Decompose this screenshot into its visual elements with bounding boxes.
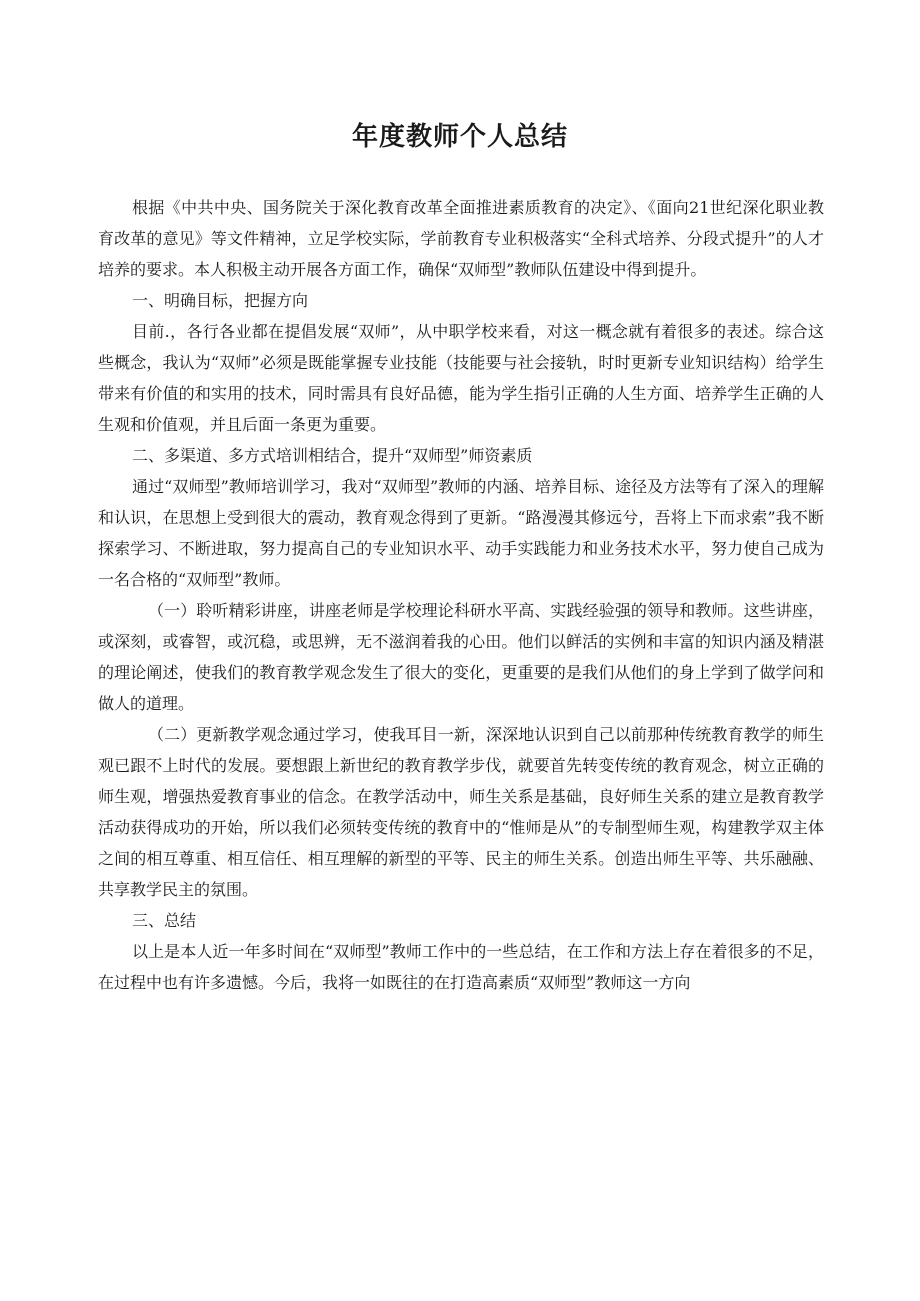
section-heading-2: 二、多渠道、多方式培训相结合，提升“双师型”师资素质 [132,446,533,465]
section-1-paragraph: 目前.，各行各业都在提倡发展“双师”，从中职学校来看，对这一概念就有着很多的表述。综合这些概念，我认为“双师”必须是既能掌握专业技能（技能要与社会接轨，时时更新专业知识结构）给学生带来有价值的和实用的技术，同时需具有良好品德，能为学生指引正确的人生方面、培养学生正确的人生观和价值观，并且后面一条更为重要。 [98,322,824,434]
document-body [98,192,824,998]
section-2-paragraph: 通过“双师型”教师培训学习，我对“双师型”教师的内涵、培养目标、途径及方法等有了深入的理解和认识，在思想上受到很大的震动，教育观念得到了更新。“路漫漫其修远兮，吾将上下而求索”我不断探索学习、不断进取，努力提高自己的专业知识水平、动手实践能力和业务技术水平，努力使自己成为一名合格的“双师型”教师。 [98,477,824,589]
document-title: 年度教师个人总结 [351,122,568,153]
subsection-2-paragraph: （二）更新教学观念通过学习，使我耳目一新，深深地认识到自己以前那种传统教育教学的师生观已跟不上时代的发展。要想跟上新世纪的教育教学步伐，就要首先转变传统的教育观念，树立正确的师生观，增强热爱教育事业的信念。在教学活动中，师生关系是基础，良好师生关系的建立是教育教学活动获得成功的开始，所以我们必须转变传统的教育中的“惟师是从”的专制型师生观，构建教学双主体之间的相互尊重、相互信任、相互理解的新型的平等、民主的师生关系。创造出师生平等、共乐融融、共享教学民主的氛围。 [98,725,824,899]
summary-paragraph: 以上是本人近一年多时间在“双师型”教师工作中的一些总结，在工作和方法上存在着很多的不足，在过程中也有许多遗憾。今后，我将一如既往的在打造高素质“双师型”教师这一方向 [98,942,824,992]
section-heading-3: 三、总结 [132,911,197,930]
intro-paragraph: 根据《中共中央、国务院关于深化教育改革全面推进素质教育的决定》、《面向21世纪深化职业教育改革的意见》等文件精神，立足学校实际，学前教育专业积极落实“全科式培养、分段式提升”的人才培养的要求。本人积极主动开展各方面工作，确保“双师型”教师队伍建设中得到提升。 [98,198,824,279]
section-heading-1: 一、明确目标，把握方向 [132,291,309,310]
subsection-1-paragraph: （一）聆听精彩讲座，讲座老师是学校理论科研水平高、实践经验强的领导和教师。这些讲座，或深刻，或睿智，或沉稳，或思辨，无不滋润着我的心田。他们以鲜活的实例和丰富的知识内涵及精湛的理论阐述，使我们的教育教学观念发生了很大的变化，更重要的是我们从他们的身上学到了做学问和做人的道理。 [98,601,824,713]
